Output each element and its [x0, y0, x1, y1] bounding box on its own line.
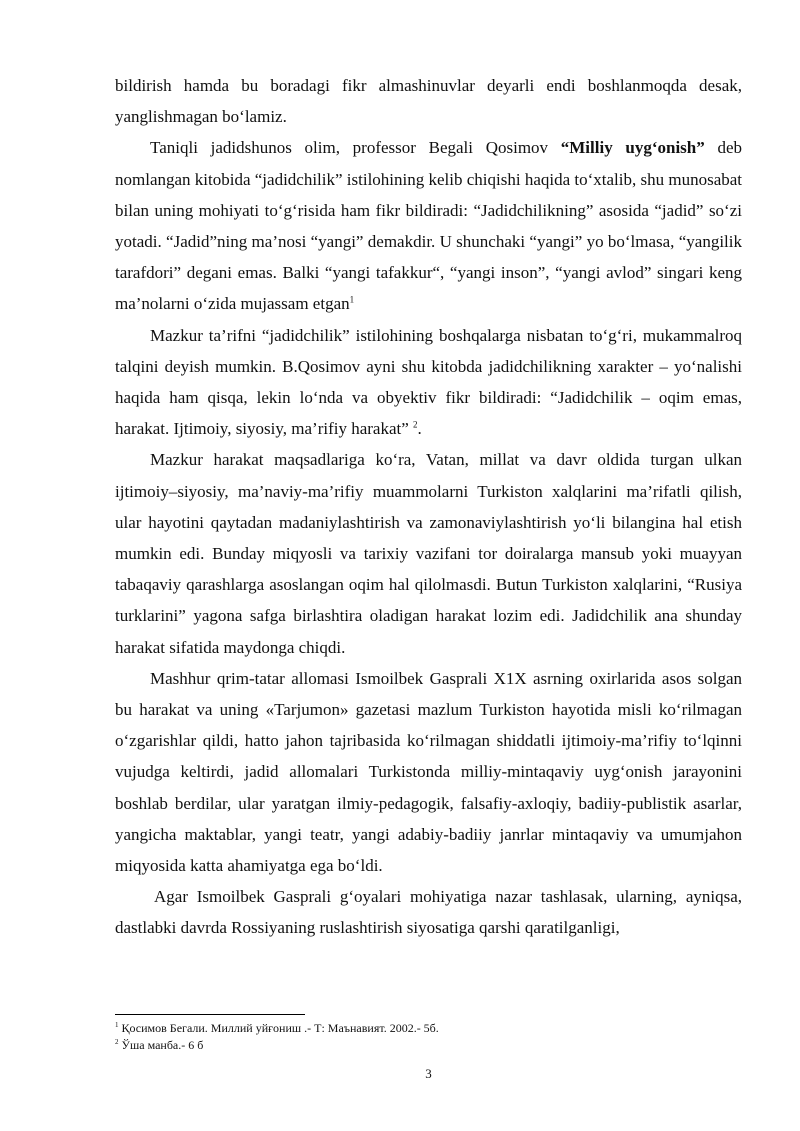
- paragraph-5: [115, 663, 742, 881]
- book-title: “Milliy uyg‘onish”: [560, 138, 705, 158]
- paragraph-3-end: .: [417, 419, 422, 439]
- paragraph-1: [115, 70, 742, 132]
- paragraph-3: [115, 320, 742, 445]
- footnote-separator: [115, 1014, 305, 1015]
- footnote-1: [115, 1020, 742, 1037]
- paragraph-3-text: Mazkur ta’rifni “jadidchilik” istilohining boshqalarga nisbatan to‘g‘ri, mukammalroq talqini deyish mumkin. B.Qosimov ayni shu kitobda jadidchilikning xarakter – yo‘nalishi haqida ham qisqa, lekin lo‘nda va obyektiv fikr bildiradi: “Jadidchilik – oqim emas, harakat. Ijtimoiy, siyosiy, ma’rifiy harakat”: [115, 325, 742, 439]
- footnote-ref-1[interactable]: 1: [349, 294, 355, 305]
- footnote-ref-2[interactable]: 2: [413, 419, 418, 430]
- footnote-1-text: Қосимов Бегали. Миллий уйғониш .- Т: Маънавият. 2002.- 5б.: [118, 1021, 439, 1035]
- paragraph-6: [115, 881, 742, 943]
- footnote-marker-2: 2: [115, 1038, 119, 1046]
- body-text: [115, 70, 742, 944]
- page-number: 3: [425, 1066, 432, 1081]
- paragraph-2-text-start: Taniqli jadidshunos olim, professor Begali Qosimov: [150, 138, 561, 158]
- footnote-marker-1: 1: [115, 1021, 119, 1029]
- paragraph-6-text: Agar Ismoilbek Gasprali g‘oyalari mohiyatiga nazar tashlasak, ularning, ayniqsa, dastlabki davrda Rossiyaning ruslashtirish siyosatiga qarshi qaratilganligi,: [115, 887, 742, 938]
- paragraph-1-text: bildirish hamda bu boradagi fikr almashinuvlar deyarli endi boshlanmoqda desak, yanglishmagan bo‘lamiz.: [115, 76, 742, 127]
- footnotes: [115, 1020, 742, 1054]
- paragraph-4: [115, 444, 742, 662]
- footnote-2-text: Ўша манба.- 6 б: [118, 1038, 204, 1052]
- paragraph-2-text-end: deb nomlangan kitobida “jadidchilik” istilohining kelib chiqishi haqida to‘xtalib, shu munosabat bilan uning mohiyati to‘g‘risida ham fikr bildiradi: “Jadidchilikning” asosida “jadid” so‘zi yotadi. “Jadid”ning ma’nosi “yangi” demakdir. U shunchaki “yangi” yo bo‘lmasa, “yangilik tarafdori” degani emas. Balki “yangi tafakkur“, “yangi inson”, “yangi avlod” singari keng ma’nolarni o‘zida mujassam etgan: [115, 138, 743, 314]
- paragraph-4-text: Mazkur harakat maqsadlariga ko‘ra, Vatan, millat va davr oldida turgan ulkan ijtimoiy–siyosiy, ma’naviy-ma’rifiy muammolarni Turkiston xalqlarini ma’rifatli qilish, ular hayotini qaytadan madaniylashtirish va zamonaviylashtirish yo‘li bilangina hal etish mumkin edi. Bunday miqyosli va tarixiy vazifani tor doiralarga mansub yoki muayyan tabaqaviy qarashlarga asoslangan oqim hal qilolmasdi. Butun Turkiston xalqlarini, “Rusiya turklarini” yagona safga birlashtira oladigan harakat lozim edi. Jadidchilik ana shunday harakat sifatida maydonga chiqdi.: [115, 450, 742, 657]
- paragraph-2: [115, 132, 742, 319]
- paragraph-5-text: Mashhur qrim-tatar allomasi Ismoilbek Gasprali X1X asrning oxirlarida asos solgan bu harakat va uning «Tarjumon» gazetasi mazlum Turkiston hayotida misli ko‘rilmagan o‘zgarishlar qildi, hatto jahon tajribasida ko‘rilmagan shiddatli ijtimoiy-ma’rifiy to‘lqinni vujudga keltirdi, jadid allomalari Turkistonda milliy-mintaqaviy uyg‘onish jarayonini boshlab berdilar, ular yaratgan ilmiy-pedagogik, falsafiy-axloqiy, badiiy-publistik asarlar, yangicha maktablar, yangi teatr, yangi adabiy-badiiy janrlar mintaqaviy va umumjahon miqyosida katta ahamiyatga ega bo‘ldi.: [115, 668, 742, 876]
- footnote-2: [115, 1037, 742, 1054]
